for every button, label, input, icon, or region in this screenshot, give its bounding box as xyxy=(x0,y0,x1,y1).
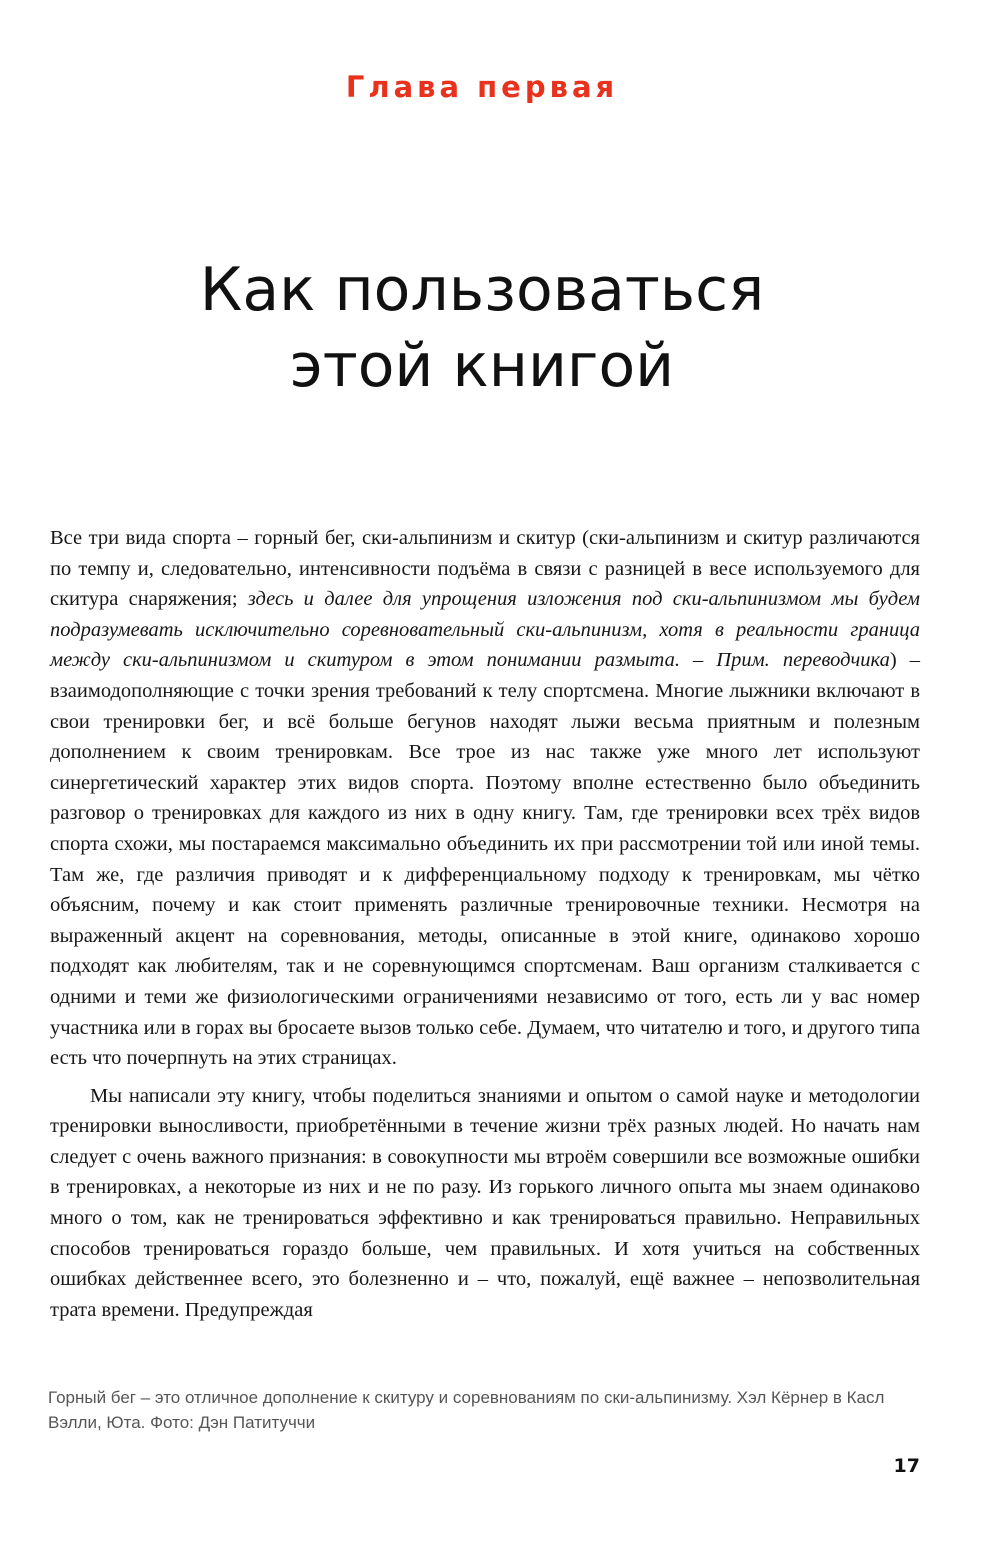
body-text xyxy=(50,523,920,1325)
chapter-title xyxy=(0,252,964,404)
chapter-title-line-1: Как пользоваться xyxy=(199,255,765,325)
paragraph-2: Мы написали эту книгу, чтобы поделиться знаниями и опытом о самой науке и методологии тренировки выносливости, приобретёнными в течение жизни трёх разных людей. Но начать нам следует с очень важного признания: в совокупности мы втроём совершили все возможные ошибки в тренировках, а некоторые из них и не по разу. Из горького личного опыта мы знаем одинаково много о том, как не тренироваться эффективно и как тренироваться правильно. Неправильных способов тренироваться гораздо больше, чем правильных. И хотя учиться на собственных ошибках действеннее всего, это болезненно и – что, пожалуй, ещё важнее – непозволительная трата времени. Предупреждая xyxy=(50,1084,920,1321)
paragraph-1-part-2: ) – взаимодополняющие с точки зрения требований к телу спортсмена. Многие лыжники включают в свои тренировки бег, и всё больше бегунов находят лыжи весьма приятным и полезным дополнением к своим тренировкам. Все трое из нас также уже много лет используют синергетический характер этих видов спорта. Поэтому вполне естественно было объединить разговор о тренировках для каждого из них в одну книгу. Там, где тренировки всех трёх видов спорта схожи, мы постараемся максимально объединить их при рассмотрении той или иной темы. Там же, где различия приводят и к дифференциальному подходу к тренировкам, мы чётко объясним, почему и как стоит применять различные тренировочные техники. Несмотря на выраженный акцент на соревнования, методы, описанные в этой книге, одинаково хорошо подходят как любителям, так и не соревнующимся спортсменам. Ваш организм сталкивается с одними и теми же физиологическими ограничениями независимо от того, есть ли у вас номер участника или в горах вы бросаете вызов только себе. Думаем, что читателю и того, и другого типа есть что почерпнуть на этих страницах. xyxy=(50,649,920,1070)
paragraph-1 xyxy=(50,523,920,1074)
page-number: 17 xyxy=(893,1455,920,1477)
chapter-label: Глава первая xyxy=(345,70,619,104)
paragraph-1-part-1: Все три вида спорта – горный бег, ски-альпинизм и скитур (ски-альпинизм и скитур различаются по темпу и, следовательно, интенсивности подъёма в связи с разницей в весе используемого для скитура снаряжения; xyxy=(50,527,920,611)
chapter-title-line-2: этой книгой xyxy=(289,331,675,401)
translator-note: здесь и далее для упрощения изложения под ски-альпинизмом мы будем подразумевать исключительно соревновательный ски-альпинизм, хотя в реальности граница между ски-альпинизмом и скитуром в этом понимании размыта. – Прим. переводчика xyxy=(50,588,920,672)
photo-caption: Горный бег – это отличное дополнение к скитуру и соревнованиям по ски-альпинизму. Хэл Кёрнер в Касл Вэлли, Юта. Фото: Дэн Патитуччи xyxy=(48,1388,885,1432)
